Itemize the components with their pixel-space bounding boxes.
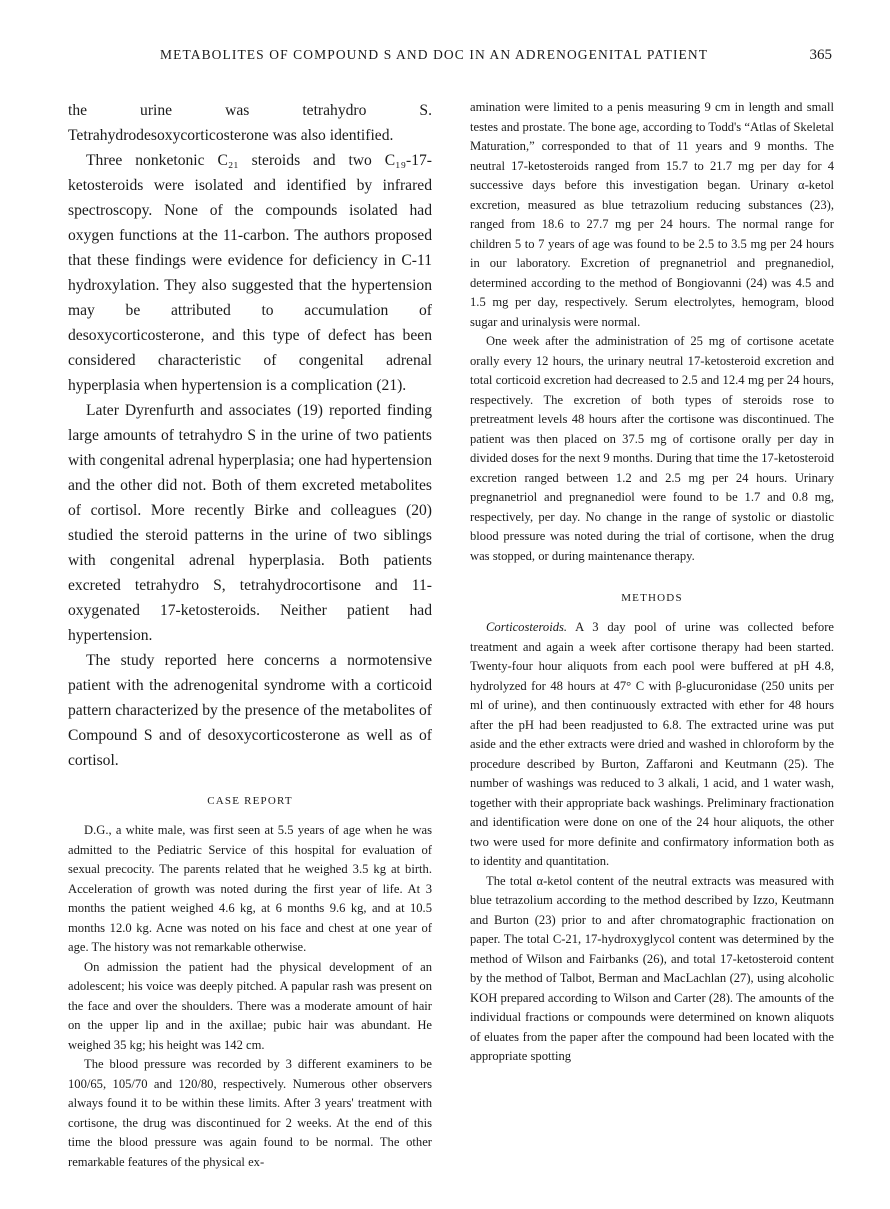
paragraph: D.G., a white male, was first seen at 5.5 years of age when he was admitted to the Pediatric Service of this hospital for evaluation of sexual precocity. The parents related that he weighed 3.5 kg at birth. Acceleration of growth was noted during the first year of life. At 3 months the patient weighed 4.6 kg, at 6 months 9.6 kg, and at 10.5 months 12.0 kg. Acne was noted on his face and chest at one year of age. The history was not remarkable otherwise. — [68, 823, 432, 954]
left-column — [68, 98, 432, 1172]
running-title: METABOLITES OF COMPOUND S AND DOC IN AN ADRENOGENITAL PATIENT — [160, 47, 709, 62]
paragraph: One week after the administration of 25 mg of cortisone acetate orally every 12 hours, the urinary neutral 17-ketosteroid excretion and total corticoid excretion had decreased to 2.5 and 12.4 mg per 24 hours, respectively. The excretion of both types of steroids rose to pretreatment levels 48 hours after the cortisone was discontinued. The patient was then placed on 37.5 mg of cortisone orally per day in divided doses for the next 9 months. During that time the 17-ketosteroid excretion ranged between 1.2 and 2.5 mg per 24 hours. Urinary pregnanetriol and pregnanediol were found to be 1.7 and 0.8 mg, respectively, per day. No change in the range of systolic or diastolic blood pressure was noted during the trial of cortisone, when the drug was stopped, or during maintenance therapy. — [470, 334, 834, 563]
case-report-heading: CASE REPORT — [207, 795, 293, 807]
paragraph: On admission the patient had the physical development of an adolescent; his voice was deeply pitched. A papular rash was present on the face and over the shoulders. There was a moderate amount of hair on the upper lip and in the axillae; pubic hair was abundant. He weighed 35 kg; his height was 142 cm. — [68, 959, 432, 1052]
methods-lead: Corticosteroids. — [486, 620, 568, 634]
paragraph: the urine was tetrahydro S. Tetrahydrodesoxycorticosterone was also identified. — [68, 102, 432, 144]
case-report-continued — [470, 98, 834, 566]
methods-section — [470, 618, 834, 1067]
introduction-section — [68, 98, 432, 773]
paragraph: The study reported here concerns a normotensive patient with the adrenogenital syndrome with a corticoid pattern characterized by the presence of the metabolites of Compound S and of desoxycorticosterone as well as of cortisol. — [68, 652, 432, 769]
case-report-section — [68, 821, 432, 1172]
right-column — [470, 98, 834, 1067]
page-number: 365 — [809, 47, 832, 63]
paragraph: The blood pressure was recorded by 3 different examiners to be 100/65, 105/70 and 120/80, respectively. Numerous other observers always found it to be within these limits. After 3 years' treatment with cortisone, the drug was discontinued for 2 weeks. At the end of this time the blood pressure was again found to be normal. The other remarkable features of the physical ex- — [68, 1057, 432, 1169]
methods-heading: METHODS — [621, 592, 683, 604]
paragraph: amination were limited to a penis measuring 9 cm in length and small testes and prostate. The bone age, according to Todd's “Atlas of Skeletal Maturation,” corresponded to that of 11 years and 9 months. The neutral 17-ketosteroids ranged from 15.7 to 21.7 mg per day for 4 successive days before this investigation began. Urinary α-ketol excretion, measured as blue tetrazolium reducing substances (23), ranged from 18.6 to 27.7 mg per 24 hours. The normal range for children 5 to 7 years of age was found to be 2.5 to 3.5 mg per 24 hours in our laboratory. Excretion of pregnanetriol and pregnanediol, determined according to the method of Bongiovanni (24) was 4.5 and 1.5 mg per day, respectively. Serum electrolytes, hemogram, blood sugar and urinalysis were normal. — [470, 100, 834, 329]
paragraph: Later Dyrenfurth and associates (19) reported finding large amounts of tetrahydro S in the urine of two patients with congenital adrenal hyperplasia; one had hypertension and the other did not. Both of them excreted metabolites of cortisol. More recently Birke and colleagues (20) studied the steroid patterns in the urine of two siblings with congenital adrenal hyperplasia. Both patients excreted tetrahydro S, tetrahydrocortisone and 11-oxygenated 17-ketosteroids. Neither patient had hypertension. — [68, 402, 432, 644]
paragraph: Three nonketonic C₂₁ steroids and two C₁₉-17-ketosteroids were isolated and identified by infrared spectroscopy. None of the compounds isolated had oxygen functions at the 11-carbon. The authors proposed that these findings were evidence for deficiency in C-11 hydroxylation. They also suggested that the hypertension may be attributed to accumulation of desoxycorticosterone, and this type of defect has been considered characteristic of congenital adrenal hyperplasia when hypertension is a complication (21). — [68, 152, 432, 394]
paragraph: A 3 day pool of urine was collected before treatment and again a week after cortisone therapy had been started. Twenty-four hour aliquots from each pool were buffered at pH 4.8, hydrolyzed for 48 hours at 47° C with β-glucuronidase (250 units per ml of urine), and then continuously extracted with ether for 48 hours after the pH had been readjusted to 6.8. The extracted urine was put aside and the ether extracts were dried and washed in chloroform by the procedure described by Burton, Zaffaroni and Keutmann (25). The number of washings was reduced to 3 alkali, 1 acid, and 1 water wash, together with their appropriate back washings. Preliminary fractionation and identification were done on one of the 24 hour aliquots, the other two were used for more definite and confirmatory information both as to identity and quantitation. — [470, 620, 834, 868]
paragraph: The total α-ketol content of the neutral extracts was measured with blue tetrazolium according to the method described by Izzo, Keutmann and Burton (23) prior to and after chromatographic fractionation on paper. The total C-21, 17-hydroxyglycol content was determined by the method of Wilson and Fairbanks (26), and total 17-ketosteroid content by the method of Talbot, Berman and MacLachlan (27), using alcoholic KOH prepared according to Wilson and Carter (28). The amounts of the individual fractions or compounds were determined on known aliquots of eluates from the paper after the compound had been located with the appropriate spotting — [470, 873, 834, 1063]
